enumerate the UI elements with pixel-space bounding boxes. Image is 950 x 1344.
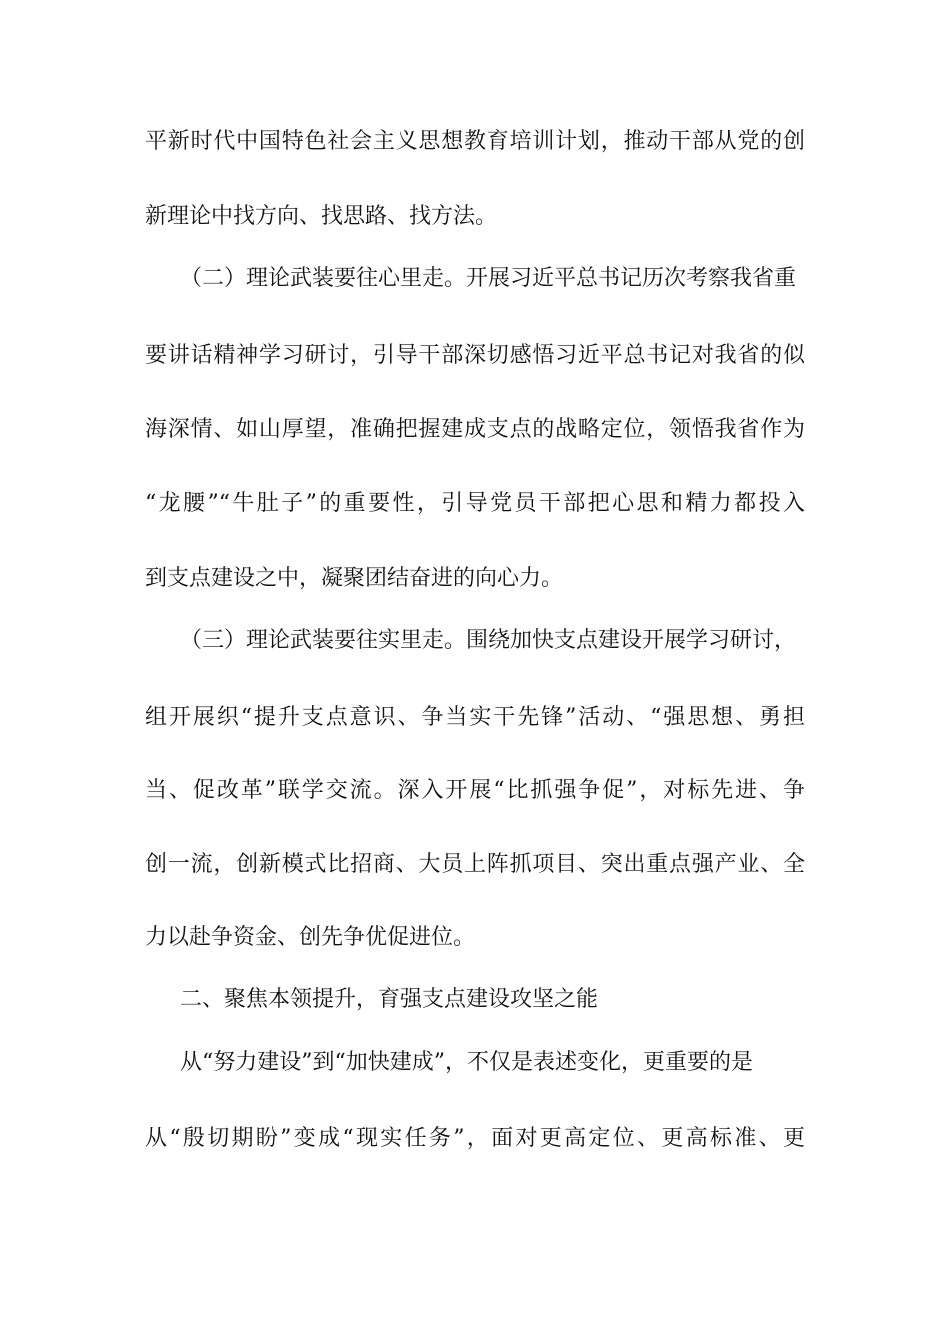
paragraph-line: 新理论中找方向、找思路、找方法。	[145, 204, 498, 229]
section-heading-2: （二）理论武装要往心里走。开展习近平总书记历次考察我省重	[180, 266, 797, 291]
paragraph-line: 力以赴争资金、创先争优促进位。	[145, 925, 476, 950]
chapter-heading: 二、聚焦本领提升，育强支点建设攻坚之能	[180, 987, 599, 1012]
paragraph-line: “龙腰”“牛肚子”的重要性，引导党员干部把心思和精力都投入	[145, 491, 805, 516]
paragraph-line-indented: 从“努力建设”到“加快建成”，不仅是表述变化，更重要的是	[180, 1050, 753, 1075]
paragraph-line: 当、促改革”联学交流。深入开展“比抓强争促”，对标先进、争	[145, 778, 805, 803]
paragraph-line: 到支点建设之中，凝聚团结奋进的向心力。	[145, 566, 564, 591]
paragraph-line: 要讲话精神学习研讨，引导干部深切感悟习近平总书记对我省的似	[145, 343, 805, 368]
paragraph-line: 从“殷切期盼”变成“现实任务”，面对更高定位、更高标准、更	[145, 1126, 805, 1151]
paragraph-line: 平新时代中国特色社会主义思想教育培训计划，推动干部从党的创	[145, 129, 805, 154]
section-heading-3: （三）理论武装要往实里走。围绕加快支点建设开展学习研讨，	[180, 628, 797, 653]
paragraph-line: 组开展织“提升支点意识、争当实干先锋”活动、“强思想、勇担	[145, 705, 805, 730]
paragraph-line: 创一流，创新模式比招商、大员上阵抓项目、突出重点强产业、全	[145, 852, 805, 877]
paragraph-line: 海深情、如山厚望，准确把握建成支点的战略定位，领悟我省作为	[145, 417, 805, 442]
